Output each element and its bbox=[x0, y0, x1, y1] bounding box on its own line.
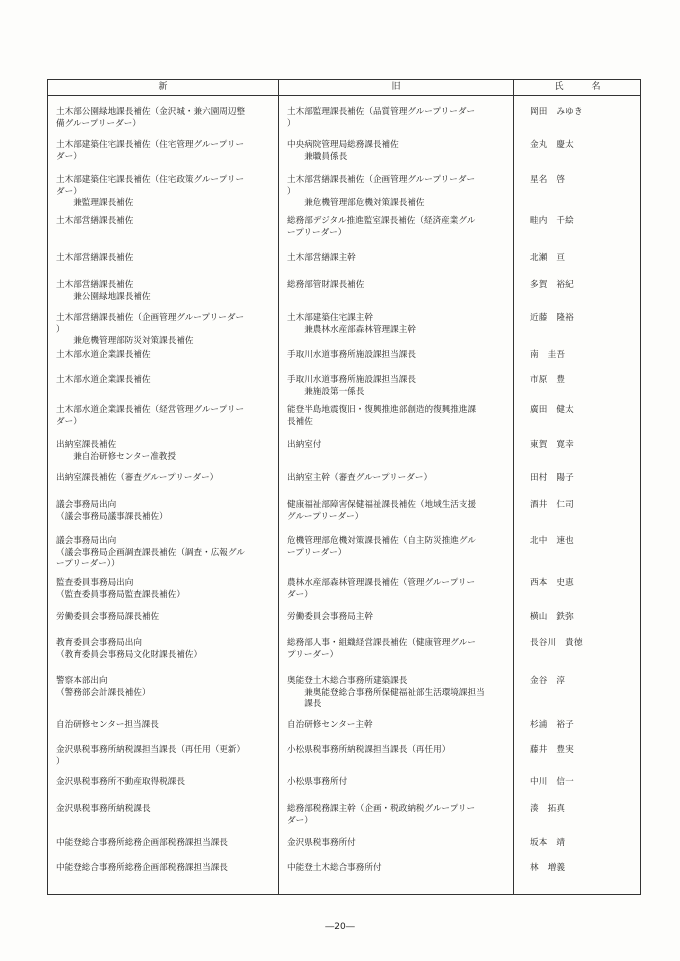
cell-person-name: 湊 拓真 bbox=[530, 804, 566, 814]
personnel-table bbox=[47, 79, 641, 895]
cell-person-name: 近藤 隆裕 bbox=[530, 313, 574, 323]
cell-new-position: 出納室課長補佐 兼自治研修センター准教授 bbox=[56, 440, 176, 462]
cell-old-position: 小松県事務所付 bbox=[287, 777, 348, 787]
cell-new-position: 土木部営繕課長補佐 bbox=[56, 253, 134, 263]
header-name: 氏名 bbox=[554, 82, 629, 92]
cell-old-position: 土木部建築住宅課主幹 兼農林水産部森林管理課主幹 bbox=[287, 313, 416, 335]
cell-old-position: 中央病院管理局総務課長補佐 兼職員係長 bbox=[287, 140, 399, 162]
cell-person-name: 金丸 慶太 bbox=[530, 140, 574, 150]
cell-old-position: 土木部営繕課主幹 bbox=[287, 253, 356, 263]
cell-new-position: 土木部建築住宅課長補佐（住宅管理グループリー ダー） bbox=[56, 140, 245, 162]
cell-person-name: 岡田 みゆき bbox=[530, 107, 583, 117]
cell-person-name: 杉浦 裕子 bbox=[530, 720, 574, 730]
cell-new-position: 土木部建築住宅課長補佐（住宅政策グループリー ダー） 兼監理課長補佐 bbox=[56, 175, 245, 208]
cell-old-position: 総務部管財課長補佐 bbox=[287, 280, 365, 290]
cell-new-position: 土木部営繕課長補佐 兼公園緑地課長補佐 bbox=[56, 280, 151, 302]
cell-person-name: 東賀 寛幸 bbox=[530, 440, 574, 450]
cell-new-position: 中能登総合事務所総務企画部税務課担当課長 bbox=[56, 838, 228, 848]
cell-new-position: 出納室課長補佐（審査グループリーダー） bbox=[56, 473, 219, 483]
cell-new-position: 土木部水道企業課長補佐（経営管理グループリー ダー） bbox=[56, 405, 245, 427]
cell-person-name: 多賀 裕紀 bbox=[530, 280, 574, 290]
cell-old-position: 手取川水道事務所施設課担当課長 bbox=[287, 350, 416, 360]
cell-person-name: 廣田 健太 bbox=[530, 405, 574, 415]
cell-person-name: 南 圭吾 bbox=[530, 350, 566, 360]
cell-old-position: 農林水産部森林管理課長補佐（管理グループリー ダー） bbox=[287, 578, 476, 600]
cell-old-position: 土木部営繕課長補佐（企画管理グループリーダー ） 兼危機管理部危機対策課長補佐 bbox=[287, 175, 476, 208]
cell-old-position: 総務部人事・組織経営課長補佐（健康管理グルー プリーダー） bbox=[287, 638, 476, 660]
cell-new-position: 労働委員会事務局課長補佐 bbox=[56, 612, 160, 622]
cell-person-name: 北中 速也 bbox=[530, 536, 574, 546]
cell-person-name: 畦内 千絵 bbox=[530, 216, 574, 226]
cell-new-position: 自治研修センター担当課長 bbox=[56, 720, 159, 730]
cell-old-position: 総務部税務課主幹（企画・税政納税グループリー ダー） bbox=[287, 804, 476, 826]
cell-new-position: 議会事務局出向 （議会事務局企画調査課長補佐（調査・広報グル ープリーダー）） bbox=[56, 536, 245, 569]
cell-old-position: 危機管理部危機対策課長補佐（自主防災推進グル ープリーダー） bbox=[287, 536, 476, 558]
cell-person-name: 金谷 淳 bbox=[530, 676, 566, 686]
cell-old-position: 能登半島地震復旧・復興推進部創造的復興推進課 長補佐 bbox=[287, 405, 477, 427]
cell-new-position: 警察本部出向 （警務部会計課長補佐） bbox=[56, 676, 151, 698]
table-body bbox=[48, 80, 640, 894]
cell-new-position: 金沢県税事務所納税課担当課長（再任用（更新） ） bbox=[56, 745, 246, 767]
cell-old-position: 中能登土木総合事務所付 bbox=[287, 863, 382, 873]
cell-old-position: 手取川水道事務所施設課担当課長 兼施設第一係長 bbox=[287, 375, 416, 397]
cell-new-position: 金沢県税事務所不動産取得税課長 bbox=[56, 777, 185, 787]
cell-person-name: 北瀬 亘 bbox=[530, 253, 566, 263]
cell-new-position: 土木部営繕課長補佐 bbox=[56, 216, 134, 226]
header-new: 新 bbox=[158, 82, 168, 92]
header-old: 旧 bbox=[391, 82, 401, 92]
cell-new-position: 教育委員会事務局出向 （教育委員会事務局文化財課長補佐） bbox=[56, 638, 203, 660]
cell-person-name: 市原 豊 bbox=[530, 375, 566, 385]
cell-old-position: 金沢県税事務所付 bbox=[287, 838, 356, 848]
cell-person-name: 酒井 仁司 bbox=[530, 500, 574, 510]
cell-person-name: 星名 啓 bbox=[530, 175, 566, 185]
cell-old-position: 総務部デジタル推進監室課長補佐（経済産業グル ープリーダー） bbox=[287, 216, 476, 238]
cell-old-position: 労働委員会事務局主幹 bbox=[287, 612, 373, 622]
cell-new-position: 土木部水道企業課長補佐 bbox=[56, 375, 151, 385]
cell-new-position: 土木部営繕課長補佐（企画管理グループリーダー ） 兼危機管理部防災対策課長補佐 bbox=[56, 313, 245, 346]
page-number: ―20― bbox=[325, 922, 355, 932]
cell-person-name: 林 増義 bbox=[530, 863, 566, 873]
cell-old-position: 土木部監理課長補佐（品質管理グループリーダー ） bbox=[287, 107, 476, 129]
cell-person-name: 西本 史恵 bbox=[530, 578, 574, 588]
cell-new-position: 議会事務局出向 （議会事務局議事課長補佐） bbox=[56, 500, 168, 522]
cell-new-position: 土木部水道企業課長補佐 bbox=[56, 350, 151, 360]
cell-old-position: 健康福祉部障害保健福祉課長補佐（地域生活支援 グループリーダー） bbox=[287, 500, 477, 522]
cell-person-name: 長谷川 貴徳 bbox=[530, 638, 583, 648]
cell-person-name: 横山 鉄弥 bbox=[530, 612, 574, 622]
cell-new-position: 金沢県税事務所納税課長 bbox=[56, 804, 151, 814]
cell-old-position: 出納室付 bbox=[287, 440, 322, 450]
cell-person-name: 藤井 豊実 bbox=[530, 745, 574, 755]
cell-old-position: 小松県税事務所納税課担当課長（再任用） bbox=[287, 745, 451, 755]
cell-new-position: 監査委員事務局出向 （監査委員事務局監査課長補佐） bbox=[56, 578, 185, 600]
cell-old-position: 自治研修センター主幹 bbox=[287, 720, 373, 730]
cell-person-name: 中川 信一 bbox=[530, 777, 574, 787]
cell-new-position: 中能登総合事務所総務企画部税務課担当課長 bbox=[56, 863, 228, 873]
cell-old-position: 出納室主幹（審査グループリーダー） bbox=[287, 473, 433, 483]
cell-old-position: 奥能登土木総合事務所建築課長 兼奥能登総合事務所保健福祉部生活環境課担当 課長 bbox=[287, 676, 485, 709]
cell-person-name: 坂本 靖 bbox=[530, 838, 566, 848]
cell-person-name: 田村 陽子 bbox=[530, 473, 574, 483]
cell-new-position: 土木部公園緑地課長補佐（金沢城・兼六園周辺整 備グループリーダー） bbox=[56, 107, 246, 129]
